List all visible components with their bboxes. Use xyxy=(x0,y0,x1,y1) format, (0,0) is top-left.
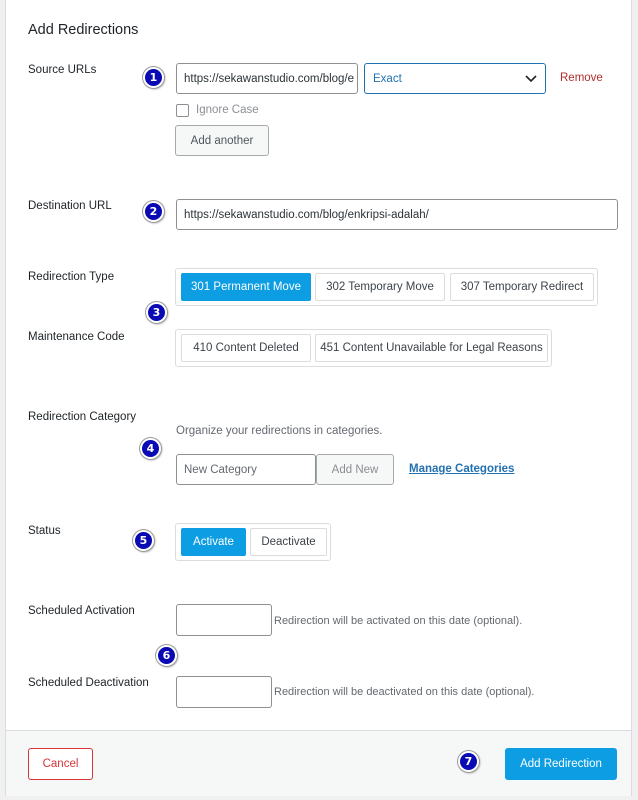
add-another-button[interactable]: Add another xyxy=(175,125,269,156)
manage-categories-link[interactable]: Manage Categories xyxy=(409,463,515,475)
type-307-button[interactable]: 307 Temporary Redirect xyxy=(450,273,594,301)
maintenance-code-group xyxy=(175,329,552,367)
scheduled-deactivation-label: Scheduled Deactivation xyxy=(28,677,149,689)
marker-5-icon: 5 xyxy=(133,530,154,551)
form-title: Add Redirections xyxy=(28,22,139,38)
form-footer xyxy=(6,730,631,796)
marker-4-icon: 4 xyxy=(140,438,161,459)
status-label: Status xyxy=(28,525,61,537)
status-group xyxy=(175,523,331,561)
marker-3-icon: 3 xyxy=(146,302,167,323)
ignore-case-label: Ignore Case xyxy=(196,104,259,116)
code-410-button[interactable]: 410 Content Deleted xyxy=(181,334,311,362)
remove-source-link[interactable]: Remove xyxy=(560,72,603,84)
marker-2-icon: 2 xyxy=(143,201,164,222)
source-urls-label: Source URLs xyxy=(28,64,97,76)
status-activate-button[interactable]: Activate xyxy=(181,528,246,556)
add-new-category-button[interactable]: Add New xyxy=(316,454,394,485)
marker-7-icon: 7 xyxy=(458,751,479,772)
redirection-category-label: Redirection Category xyxy=(28,411,137,423)
scheduled-activation-input[interactable] xyxy=(176,604,272,636)
scheduled-activation-hint: Redirection will be activated on this date (optional). xyxy=(274,615,523,627)
type-302-button[interactable]: 302 Temporary Move xyxy=(315,273,445,301)
new-category-input[interactable]: New Category xyxy=(176,454,316,485)
redirection-type-group xyxy=(175,268,598,306)
code-451-button[interactable]: 451 Content Unavailable for Legal Reasons xyxy=(315,334,548,362)
scheduled-activation-label: Scheduled Activation xyxy=(28,605,135,617)
redirection-type-label: Redirection Type xyxy=(28,271,115,283)
cancel-button[interactable]: Cancel xyxy=(28,748,93,780)
scheduled-deactivation-input[interactable] xyxy=(176,676,272,708)
maintenance-code-label: Maintenance Code xyxy=(28,331,125,343)
type-301-button[interactable]: 301 Permanent Move xyxy=(181,273,311,301)
marker-6-icon: 6 xyxy=(156,645,177,666)
match-type-select[interactable] xyxy=(364,63,546,94)
destination-url-label: Destination URL xyxy=(28,200,112,212)
add-redirection-button[interactable]: Add Redirection xyxy=(505,748,617,780)
status-deactivate-button[interactable]: Deactivate xyxy=(250,528,327,556)
destination-url-input[interactable]: https://sekawanstudio.com/blog/enkripsi-adalah/ xyxy=(176,199,618,230)
marker-1-icon: 1 xyxy=(143,67,164,88)
match-type-value: Exact xyxy=(373,72,402,85)
scheduled-deactivation-hint: Redirection will be deactivated on this date (optional). xyxy=(274,686,535,698)
chevron-down-icon xyxy=(525,75,537,83)
add-redirection-panel xyxy=(5,0,632,796)
ignore-case-checkbox[interactable] xyxy=(176,104,189,117)
category-description: Organize your redirections in categories. xyxy=(176,425,383,437)
source-url-input[interactable]: https://sekawanstudio.com/blog/e xyxy=(176,63,358,94)
